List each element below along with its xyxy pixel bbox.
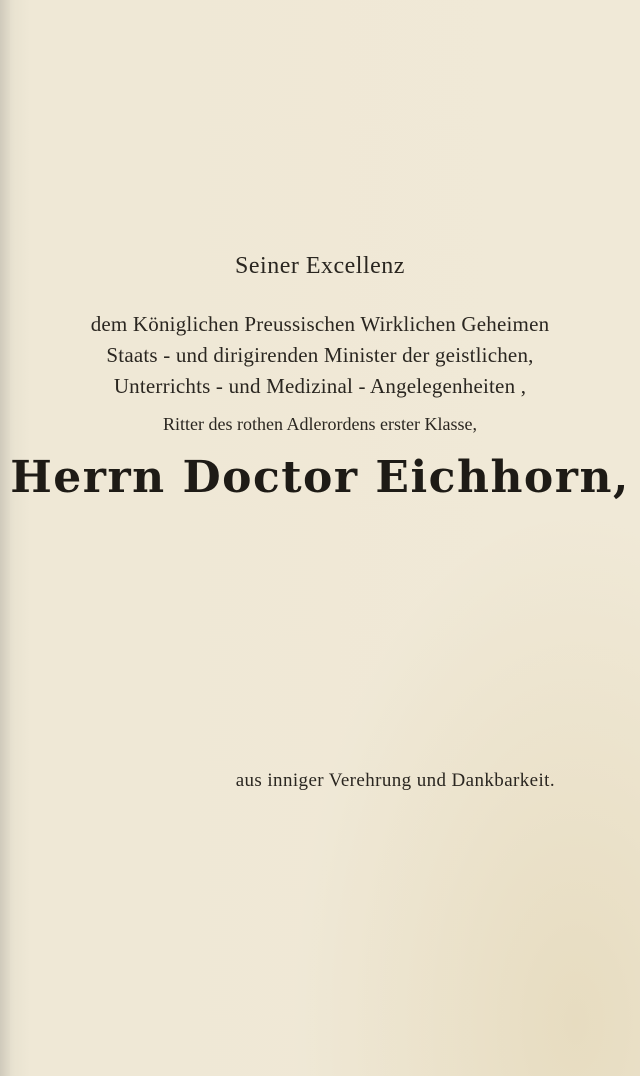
page-gutter-shadow: [0, 0, 10, 1076]
addressee-line-2: Staats - und dirigirenden Minister der geistlichen,: [106, 343, 534, 367]
order-of-merit-line: Ritter des rothen Adlerordens erster Klasse,: [163, 414, 477, 434]
addressee-line-3: Unterrichts - und Medizinal - Angelegenheiten ,: [113, 374, 527, 398]
dedication-closing: aus inniger Verehrung und Dankbarkeit.: [235, 770, 555, 791]
dedication-heading: Seiner Excellenz: [235, 253, 405, 279]
dedicatee-name: Herrn Doctor Eichhorn,: [10, 452, 630, 503]
addressee-line-1: dem Königlichen Preussischen Wirklichen Geheimen: [90, 312, 550, 336]
